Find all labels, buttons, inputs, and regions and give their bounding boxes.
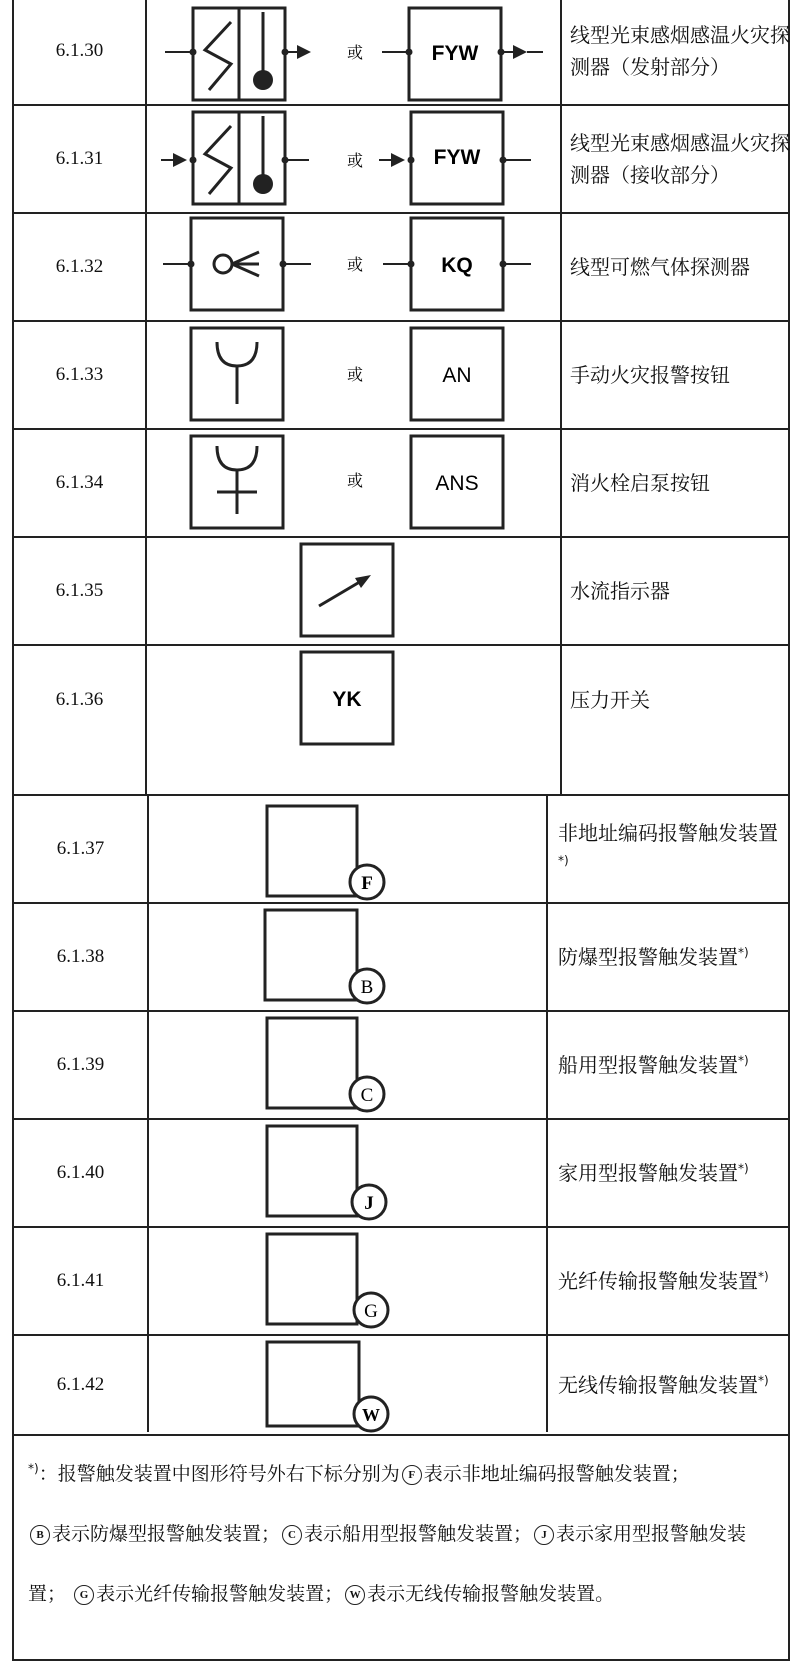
symbol-code: FYW <box>433 146 481 169</box>
or-label: 或 <box>347 43 364 62</box>
table-row <box>14 430 788 538</box>
symbol-name: 消火栓启泵按钮 <box>570 471 710 495</box>
or-label: 或 <box>347 151 364 170</box>
hydrant-pump-start-button-symbol <box>147 430 560 538</box>
linear-combustible-gas-detector-symbol <box>147 214 560 322</box>
or-label: 或 <box>347 255 364 274</box>
row-number: 6.1.34 <box>55 472 104 493</box>
circled-letter-icon: B <box>30 1525 50 1545</box>
symbol-name: 线型光束感烟感温火灾探测器（发射部分） <box>570 23 790 79</box>
symbol-code: FYW <box>431 42 479 65</box>
symbol-cell <box>147 430 560 536</box>
row-number: 6.1.32 <box>55 256 104 277</box>
table-row <box>14 1120 788 1228</box>
symbol-name: 手动火灾报警按钮 <box>570 363 730 387</box>
table-row <box>14 1228 788 1336</box>
symbol-cell <box>149 1228 546 1334</box>
symbol-cell <box>149 1336 546 1434</box>
row-number: 6.1.38 <box>56 946 105 967</box>
symbol-cell <box>149 904 546 1010</box>
table-row <box>14 538 788 646</box>
circled-letter-icon: W <box>345 1585 365 1605</box>
row-number: 6.1.42 <box>56 1374 105 1395</box>
row-number: 6.1.37 <box>56 838 105 859</box>
footnote-item: 表示防爆型报警触发装置； <box>52 1523 281 1545</box>
footnote-intro: ：报警触发装置中图形符号外右下标分别为 <box>38 1463 400 1485</box>
row-number: 6.1.40 <box>56 1162 105 1183</box>
subscript-letter: G <box>364 1301 378 1322</box>
symbol-cell <box>147 214 560 320</box>
footnote-mark: *) <box>28 1461 39 1476</box>
circled-letter-icon: J <box>534 1525 554 1545</box>
alarm-trigger-device-symbol <box>149 904 546 1012</box>
footnote-item: 表示非地址编码报警触发装置； <box>423 1463 690 1485</box>
symbol-cell <box>147 0 560 104</box>
row-number: 6.1.41 <box>56 1270 105 1291</box>
footnote-mark: *) <box>738 1053 749 1068</box>
footnote-mark: *) <box>558 853 569 868</box>
row-number: 6.1.33 <box>55 364 104 385</box>
symbol-cell <box>147 322 560 428</box>
symbol-name-text: 船用型报警触发装置 <box>558 1053 738 1077</box>
symbol-code: KQ <box>441 254 473 277</box>
table-row <box>14 0 788 106</box>
table-row <box>14 1012 788 1120</box>
symbol-cell <box>149 1120 546 1226</box>
beam-smoke-heat-receiver-symbol <box>147 106 560 214</box>
subscript-letter: W <box>362 1405 380 1425</box>
footnote <box>14 1434 788 1659</box>
symbol-code: YK <box>332 688 362 711</box>
footnote-item: 表示光纤传输报警触发装置； <box>96 1583 344 1605</box>
row-number: 6.1.36 <box>55 689 104 710</box>
circled-letter-icon: F <box>402 1465 422 1485</box>
symbol-name: 压力开关 <box>570 688 650 712</box>
symbol-name: 线型可燃气体探测器 <box>570 255 750 279</box>
symbol-name-text: 非地址编码报警触发装置 <box>558 821 778 845</box>
alarm-trigger-device-symbol <box>149 1228 546 1336</box>
symbol-code: ANS <box>435 472 479 495</box>
symbol-table-bottom <box>12 794 790 1661</box>
alarm-trigger-device-symbol <box>149 1336 546 1436</box>
alarm-trigger-device-symbol <box>149 1012 546 1120</box>
table-row <box>14 1336 788 1436</box>
symbol-cell <box>149 796 546 902</box>
symbol-name-text: 无线传输报警触发装置 <box>558 1373 758 1397</box>
subscript-letter: J <box>364 1193 374 1214</box>
symbol-cell <box>149 1012 546 1118</box>
symbol-code: AN <box>442 364 472 387</box>
alarm-trigger-device-symbol <box>149 1120 546 1228</box>
symbol-name <box>548 1228 792 1334</box>
table-row <box>14 214 788 322</box>
footnote-mark: *) <box>758 1373 769 1388</box>
footnote-item: 表示船用型报警触发装置； <box>304 1523 533 1545</box>
or-label: 或 <box>347 471 364 490</box>
row-number: 6.1.39 <box>56 1054 105 1075</box>
footnote-mark: *) <box>758 1269 769 1284</box>
footnote-mark: *) <box>738 1161 749 1176</box>
symbol-cell <box>147 538 560 644</box>
symbol-name-text: 防爆型报警触发装置 <box>558 945 738 969</box>
subscript-letter: B <box>360 977 374 998</box>
symbol-cell <box>147 646 560 798</box>
or-label: 或 <box>347 365 364 384</box>
circled-letter-icon: G <box>74 1585 94 1605</box>
table-row <box>14 106 788 214</box>
subscript-letter: C <box>360 1085 374 1106</box>
symbol-cell <box>147 106 560 212</box>
table-row <box>14 646 788 798</box>
symbol-name <box>548 1012 792 1118</box>
symbol-name-text: 光纤传输报警触发装置 <box>558 1269 758 1293</box>
alarm-trigger-device-symbol <box>149 796 546 904</box>
symbol-name <box>548 796 792 902</box>
footnote-item: 表示家用型报警触发装置； <box>28 1523 747 1605</box>
water-flow-indicator-symbol <box>147 538 560 646</box>
symbol-name: 水流指示器 <box>570 579 670 603</box>
footnote-mark: *) <box>738 945 749 960</box>
row-number: 6.1.31 <box>55 148 104 169</box>
symbol-table-top <box>12 0 790 796</box>
symbol-name-text: 家用型报警触发装置 <box>558 1161 738 1185</box>
row-number: 6.1.35 <box>55 580 104 601</box>
symbol-name: 线型光束感烟感温火灾探测器（接收部分） <box>570 131 790 187</box>
pressure-switch-symbol <box>147 646 560 754</box>
circled-letter-icon: C <box>282 1525 302 1545</box>
symbol-name <box>548 904 792 1010</box>
symbol-name <box>548 1120 792 1226</box>
beam-smoke-heat-emitter-symbol <box>147 0 560 106</box>
subscript-letter: F <box>361 873 373 894</box>
table-row <box>14 796 788 904</box>
footnote-item: 表示无线传输报警触发装置。 <box>367 1583 615 1605</box>
row-number: 6.1.30 <box>55 40 104 61</box>
table-row <box>14 322 788 430</box>
symbol-name <box>548 1336 792 1434</box>
manual-fire-alarm-button-symbol <box>147 322 560 430</box>
table-row <box>14 904 788 1012</box>
